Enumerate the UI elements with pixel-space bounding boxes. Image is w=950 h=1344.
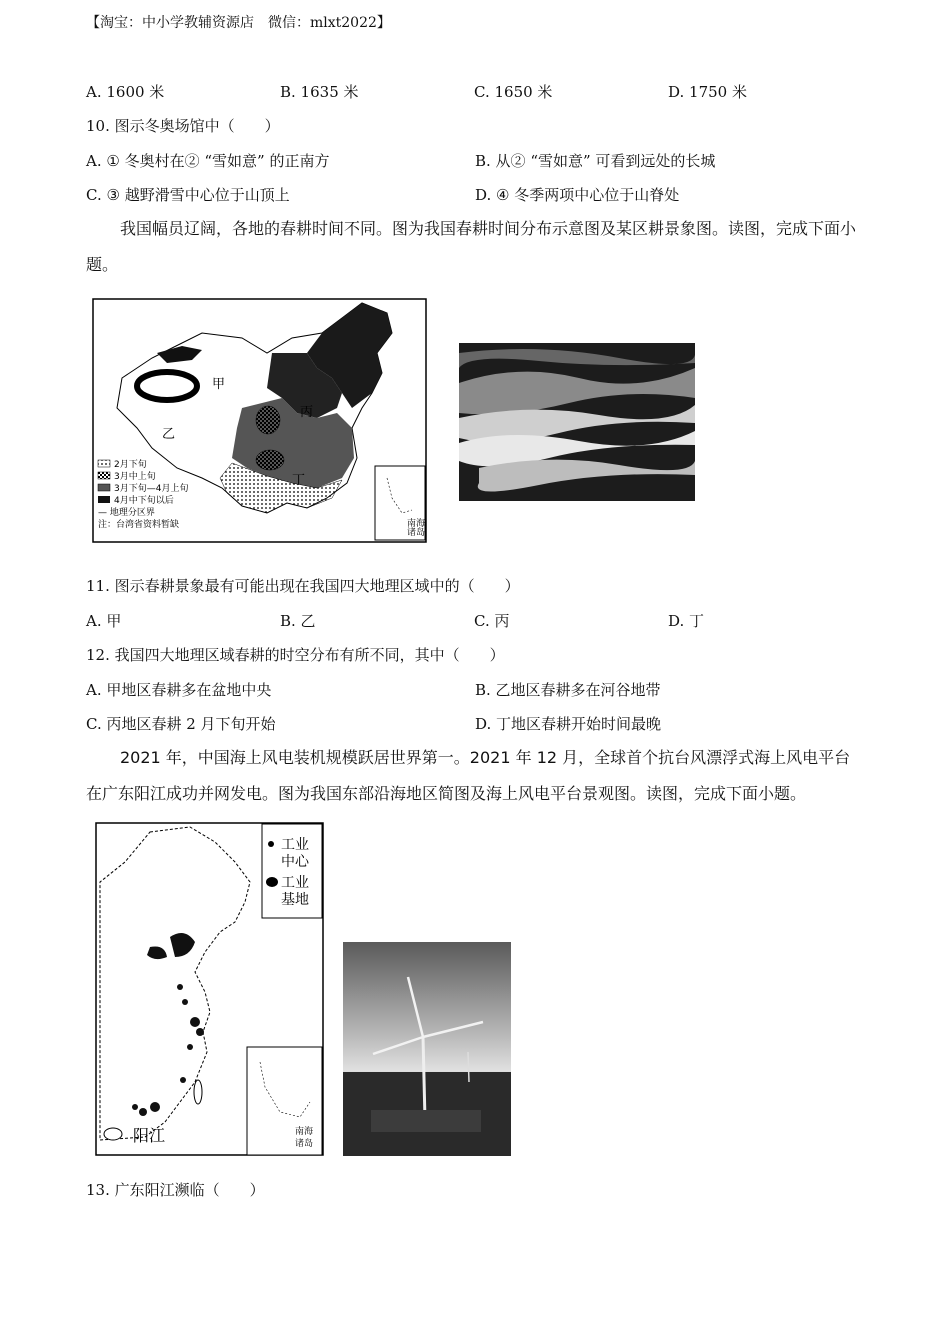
legend-item-4: 4月中下旬以后 <box>114 496 174 506</box>
region-label-ding: 丁 <box>292 473 306 488</box>
q10-option-a[interactable]: A. ① 冬奥村在② “雪如意” 的正南方 <box>86 152 330 170</box>
q10-option-d[interactable]: D. ④ 冬季两项中心位于山脊处 <box>475 186 680 204</box>
q10-option-b[interactable]: B. 从② “雪如意” 可看到远处的长城 <box>475 152 716 170</box>
spring-plowing-map <box>92 298 428 544</box>
inset-label-2: 诸岛 <box>407 528 426 538</box>
q12-options-row2 <box>86 714 864 734</box>
q12-stem: 12. 我国四大地理区域春耕的时空分布有所不同，其中（ ） <box>86 646 505 664</box>
q12-option-b[interactable]: B. 乙地区春耕多在河谷地带 <box>475 681 661 699</box>
legend-center-line1: 工业 <box>281 837 309 853</box>
terrace-photo <box>459 343 695 501</box>
passage-offshore-wind: 2021 年，中国海上风电装机规模跃居世界第一。2021 年 12 月，全球首个抗台风漂浮式海上风电平台在广东阳江成功并网发电。图为我国东部沿海地区简图及海上风电平台景观图。读图，完成下面小题。 <box>86 748 851 803</box>
q11-option-d[interactable]: D. 丁 <box>668 612 705 630</box>
q12-option-d[interactable]: D. 丁地区春耕开始时间最晚 <box>475 715 662 733</box>
q13-stem: 13. 广东阳江濒临（ ） <box>86 1181 265 1199</box>
hainan-outline <box>104 1128 122 1140</box>
taiwan-outline <box>194 1080 202 1104</box>
inset2-label-2: 诸岛 <box>295 1139 314 1149</box>
q9-options <box>86 82 862 102</box>
region-label-jia: 甲 <box>212 377 226 392</box>
q11-option-c[interactable]: C. 丙 <box>474 612 510 630</box>
legend-base-line2: 基地 <box>281 892 309 908</box>
q9-option-d[interactable]: D. 1750 米 <box>668 83 747 101</box>
inset-label-1: 南海 <box>407 519 426 529</box>
q10-option-c[interactable]: C. ③ 越野滑雪中心位于山顶上 <box>86 186 290 204</box>
legend-item-6: 注：台湾省资料暂缺 <box>98 520 180 530</box>
legend-item-3: 3月下旬—4月上旬 <box>114 484 189 494</box>
q11-option-b[interactable]: B. 乙 <box>280 612 316 630</box>
legend-item-5: — 地理分区界 <box>98 508 155 518</box>
q12-option-c[interactable]: C. 丙地区春耕 2 月下旬开始 <box>86 715 276 733</box>
city-label-yangjiang: 阳江 <box>133 1126 166 1145</box>
legend-item-2: 3月中上旬 <box>114 472 156 482</box>
wind-turbine-photo <box>343 942 511 1156</box>
region-mar-mid-south <box>256 450 284 470</box>
inset2-label-1: 南海 <box>295 1127 314 1137</box>
q10-stem: 10. 图示冬奥场馆中（ ） <box>86 117 280 135</box>
passage-spring-plowing: 我国幅员辽阔，各地的春耕时间不同。图为我国春耕时间分布示意图及某区耕景象图。读图，完成下面小题。 <box>86 219 857 274</box>
q12-options-row1 <box>86 680 864 700</box>
q11-option-a[interactable]: A. 甲 <box>86 612 122 630</box>
legend-dot-center-icon <box>268 841 274 847</box>
legend-item-1: 2月下旬 <box>114 460 147 470</box>
q9-option-a[interactable]: A. 1600 米 <box>86 83 165 101</box>
q12-option-a[interactable]: A. 甲地区春耕多在盆地中央 <box>86 681 272 699</box>
east-coast-map <box>95 822 325 1157</box>
region-label-bing: 丙 <box>300 405 314 420</box>
legend-base-line1: 工业 <box>281 875 309 891</box>
q10-options-row2 <box>86 185 864 205</box>
q9-option-c[interactable]: C. 1650 米 <box>474 83 553 101</box>
region-label-yi: 乙 <box>162 427 176 442</box>
q11-options <box>86 611 862 631</box>
page-header: 【淘宝：中小学教辅资源店 微信：mlxt2022】 <box>86 15 391 31</box>
legend-blob-base-icon <box>266 877 278 887</box>
q9-option-b[interactable]: B. 1635 米 <box>280 83 359 101</box>
q11-stem: 11. 图示春耕景象最有可能出现在我国四大地理区域中的（ ） <box>86 577 520 595</box>
q10-options-row1 <box>86 151 864 171</box>
legend-center-line2: 中心 <box>281 854 309 870</box>
region-mar-mid-north <box>256 406 280 434</box>
